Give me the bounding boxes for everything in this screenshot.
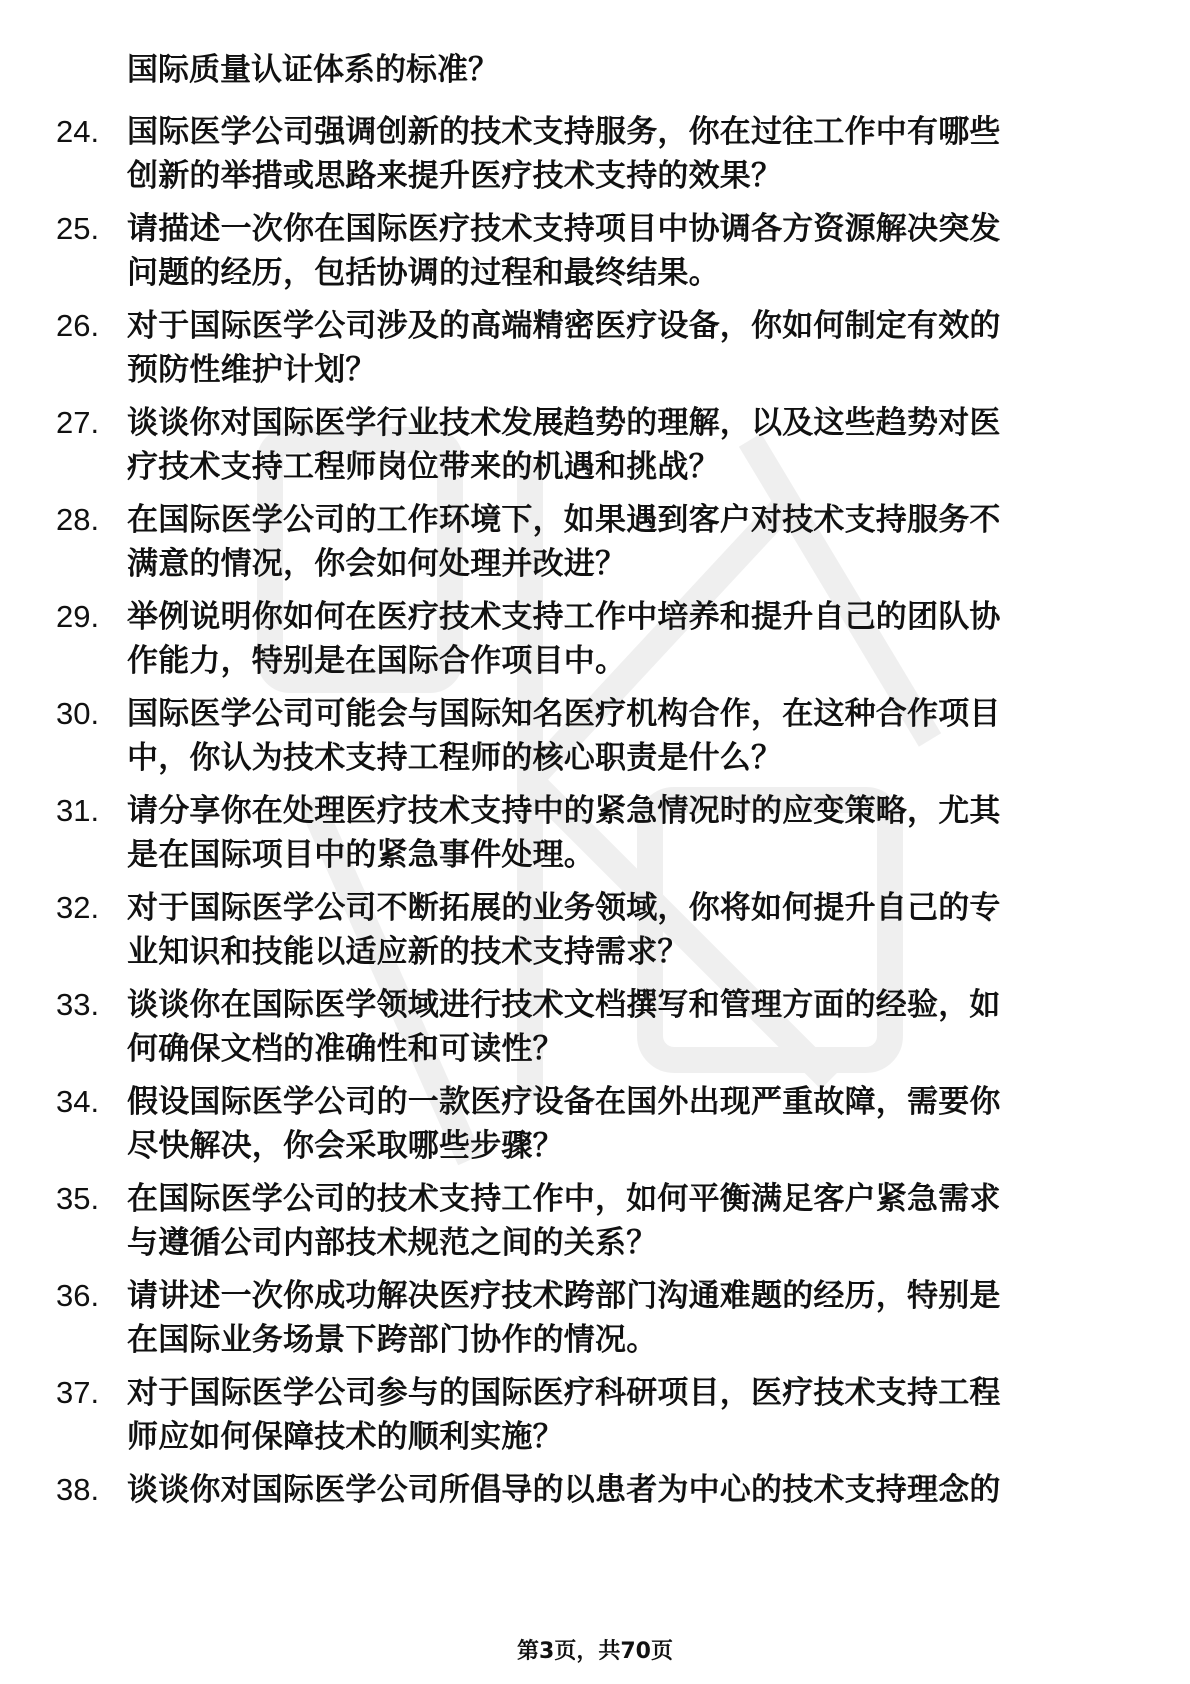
question-text-line: 在国际业务场景下跨部门协作的情况。 <box>127 1322 658 1358</box>
question-number: 37. <box>56 1375 100 1410</box>
page-footer: 第3页，共70页 <box>517 1639 673 1664</box>
question-text-line: 作能力，特别是在国际合作项目中。 <box>127 643 627 679</box>
question-number: 35. <box>56 1181 100 1216</box>
question-text-line: 对于国际医学公司参与的国际医疗科研项目，医疗技术支持工程 <box>127 1375 1001 1411</box>
question-number: 32. <box>56 890 100 925</box>
question-text-line: 请描述一次你在国际医疗技术支持项目中协调各方资源解决突发 <box>127 211 1001 247</box>
question-text-line: 满意的情况，你会如何处理并改进？ <box>127 546 627 582</box>
continued-question-text: 国际质量认证体系的标准？ <box>127 52 499 88</box>
question-text-line: 何确保文档的准确性和可读性？ <box>127 1031 564 1067</box>
question-number: 30. <box>56 696 100 731</box>
question-text-line: 中，你认为技术支持工程师的核心职责是什么？ <box>127 740 783 776</box>
question-text-line: 师应如何保障技术的顺利实施？ <box>127 1419 564 1455</box>
question-number: 25. <box>56 211 100 246</box>
question-text-line: 尽快解决，你会采取哪些步骤？ <box>127 1128 564 1164</box>
question-number: 38. <box>56 1472 100 1507</box>
question-text-line: 创新的举措或思路来提升医疗技术支持的效果？ <box>127 158 783 194</box>
question-text-line: 业知识和技能以适应新的技术支持需求？ <box>127 934 689 970</box>
question-text-line: 对于国际医学公司不断拓展的业务领域，你将如何提升自己的专 <box>127 890 1001 926</box>
question-text-line: 谈谈你在国际医学领域进行技术文档撰写和管理方面的经验，如 <box>127 987 1001 1023</box>
question-text-line: 举例说明你如何在医疗技术支持工作中培养和提升自己的团队协 <box>127 599 1001 635</box>
question-text-line: 谈谈你对国际医学公司所倡导的以患者为中心的技术支持理念的 <box>127 1472 1001 1508</box>
question-text-line: 请分享你在处理医疗技术支持中的紧急情况时的应变策略，尤其 <box>127 793 1001 829</box>
question-number: 33. <box>56 987 100 1022</box>
question-text-line: 谈谈你对国际医学行业技术发展趋势的理解，以及这些趋势对医 <box>127 405 1001 441</box>
question-text-line: 在国际医学公司的技术支持工作中，如何平衡满足客户紧急需求 <box>127 1181 1001 1217</box>
question-text-line: 国际医学公司可能会与国际知名医疗机构合作，在这种合作项目 <box>127 696 1001 732</box>
question-text-line: 是在国际项目中的紧急事件处理。 <box>127 837 595 873</box>
question-number: 31. <box>56 793 100 828</box>
question-text-line: 预防性维护计划？ <box>127 352 377 388</box>
question-text-line: 疗技术支持工程师岗位带来的机遇和挑战？ <box>127 449 720 485</box>
question-number: 26. <box>56 308 100 343</box>
question-text-line: 在国际医学公司的工作环境下，如果遇到客户对技术支持服务不 <box>127 502 1001 538</box>
question-number: 36. <box>56 1278 100 1313</box>
question-text-line: 请讲述一次你成功解决医疗技术跨部门沟通难题的经历，特别是 <box>127 1278 1001 1314</box>
question-number: 27. <box>56 405 100 440</box>
question-text-line: 与遵循公司内部技术规范之间的关系？ <box>127 1225 658 1261</box>
question-number: 34. <box>56 1084 100 1119</box>
question-number: 29. <box>56 599 100 634</box>
question-text-line: 问题的经历，包括协调的过程和最终结果。 <box>127 255 720 291</box>
question-text-line: 国际医学公司强调创新的技术支持服务，你在过往工作中有哪些 <box>127 114 1001 150</box>
question-number: 24. <box>56 114 100 149</box>
question-text-line: 假设国际医学公司的一款医疗设备在国外出现严重故障，需要你 <box>127 1084 1001 1120</box>
question-number: 28. <box>56 502 100 537</box>
question-text-line: 对于国际医学公司涉及的高端精密医疗设备，你如何制定有效的 <box>127 308 1001 344</box>
